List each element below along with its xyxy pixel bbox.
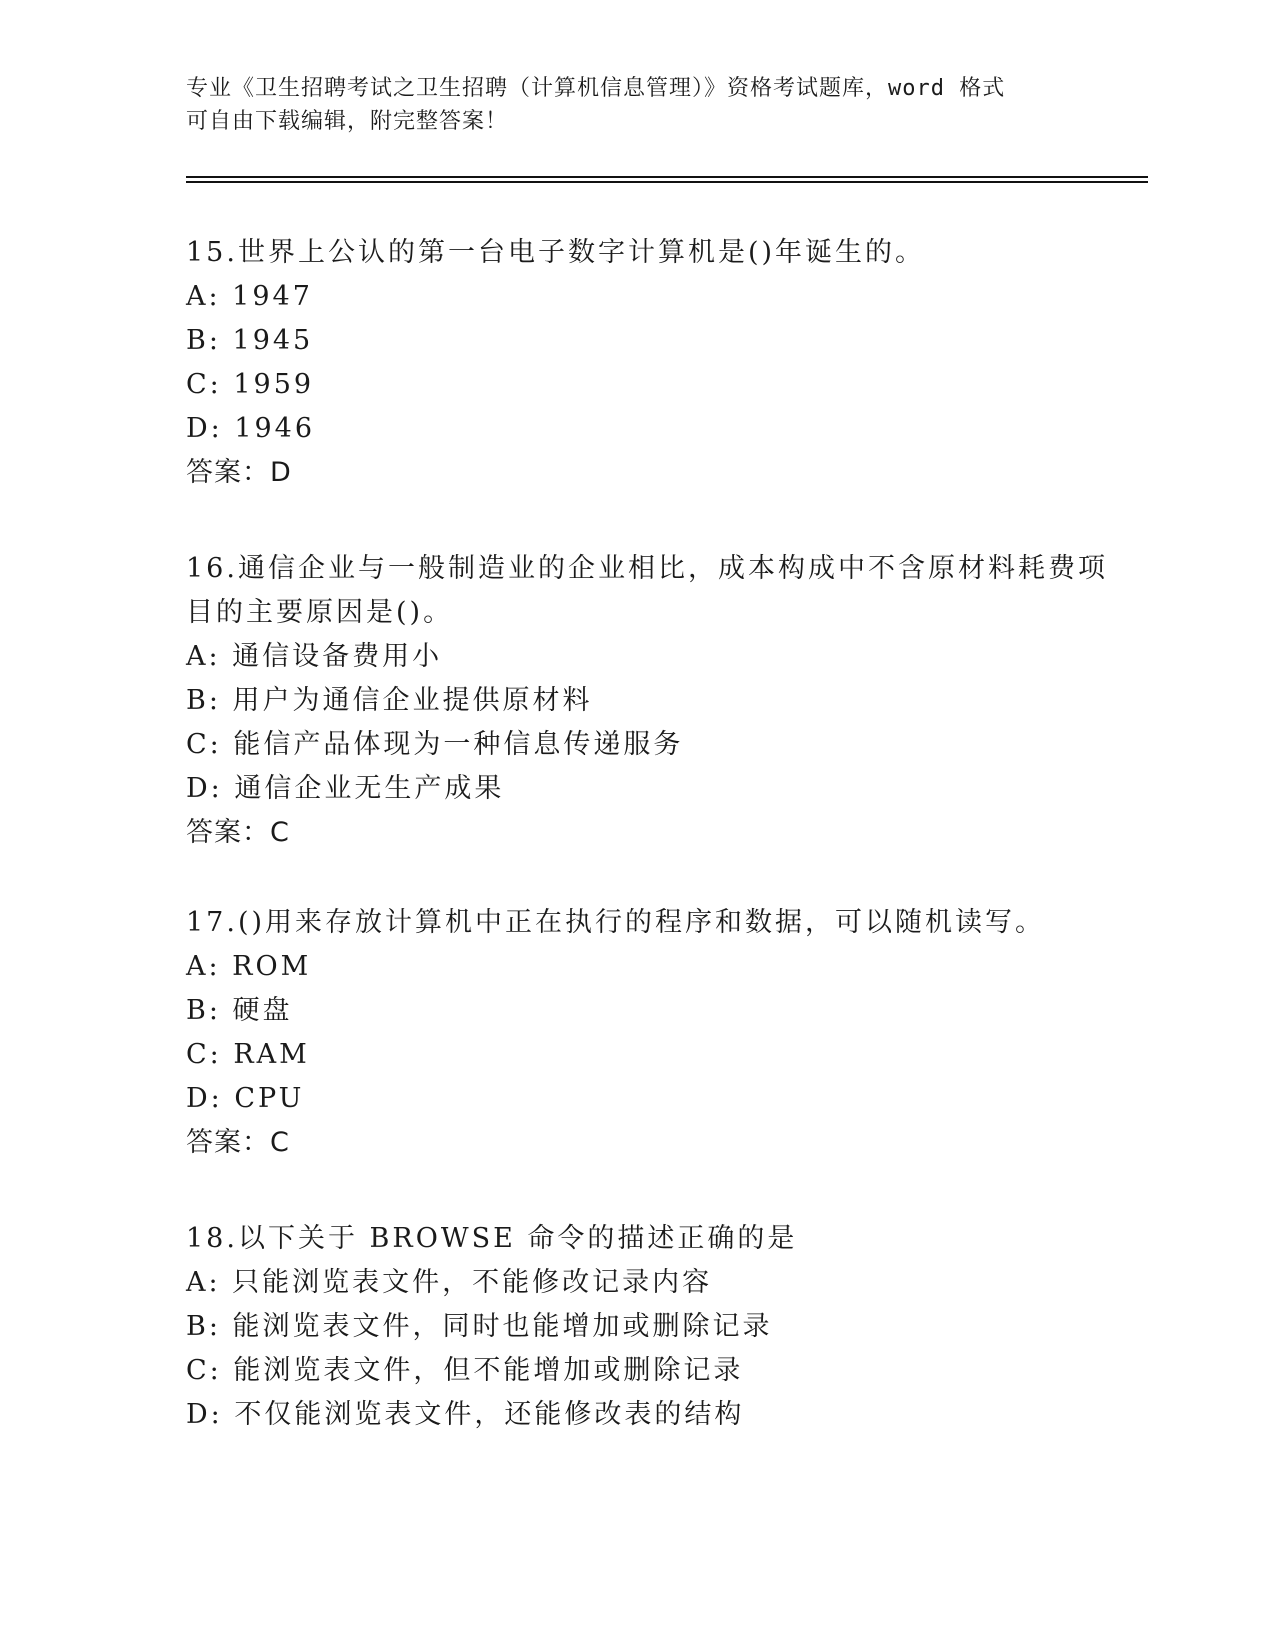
question-17-option-a: A: ROM	[186, 951, 312, 982]
question-15-answer: 答案：D	[186, 457, 292, 488]
question-number: 17.	[186, 907, 238, 938]
question-number: 16.	[186, 553, 238, 584]
question-18-option-d: D: 不仅能浏览表文件，还能修改表的结构	[186, 1399, 745, 1430]
question-18-option-a: A: 只能浏览表文件，不能修改记录内容	[186, 1267, 713, 1298]
question-stem-line: 通信企业与一般制造业的企业相比，成本构成中不含原材料耗费项	[237, 553, 1108, 584]
question-15-option-c: C: 1959	[186, 369, 315, 400]
question-18-option-c: C: 能浏览表文件，但不能增加或删除记录	[186, 1355, 744, 1386]
header-divider-top	[186, 176, 1148, 178]
header-line-2: 可自由下载编辑，附完整答案！	[186, 109, 509, 134]
question-16-option-d: D: 通信企业无生产成果	[186, 773, 505, 804]
question-17-option-b: B: 硬盘	[186, 995, 293, 1026]
document-header	[186, 72, 1086, 138]
question-18-option-b: B: 能浏览表文件，同时也能增加或删除记录	[186, 1311, 773, 1342]
question-17-option-c: C: RAM	[186, 1039, 310, 1070]
question-stem-line: ()用来存放计算机中正在执行的程序和数据，可以随机读写。	[237, 907, 1046, 938]
question-16-stem	[186, 552, 1108, 586]
question-16-option-a: A: 通信设备费用小	[186, 641, 443, 672]
question-17-stem	[186, 906, 1045, 940]
question-number: 18.	[186, 1223, 238, 1254]
question-15-option-a: A: 1947	[186, 281, 313, 312]
question-16-stem-continued: 目的主要原因是()。	[186, 597, 454, 628]
question-17-option-d: D: CPU	[186, 1083, 305, 1114]
question-15-option-b: B: 1945	[186, 325, 314, 356]
question-15-stem	[186, 236, 925, 270]
question-16-option-c: C: 能信产品体现为一种信息传递服务	[186, 729, 684, 760]
question-18-stem	[186, 1222, 797, 1256]
header-line-1: 专业《卫生招聘考试之卫生招聘（计算机信息管理）》资格考试题库，word 格式	[186, 76, 1006, 101]
question-number: 15.	[186, 237, 238, 268]
question-stem-line: 世界上公认的第一台电子数字计算机是()年诞生的。	[237, 237, 926, 268]
question-stem-line: 以下关于 BROWSE 命令的描述正确的是	[237, 1223, 798, 1254]
header-divider-bottom	[186, 181, 1148, 183]
question-17-answer: 答案：C	[186, 1127, 290, 1158]
question-16-option-b: B: 用户为通信企业提供原材料	[186, 685, 593, 716]
question-15-option-d: D: 1946	[186, 413, 316, 444]
question-16-answer: 答案：C	[186, 817, 290, 848]
